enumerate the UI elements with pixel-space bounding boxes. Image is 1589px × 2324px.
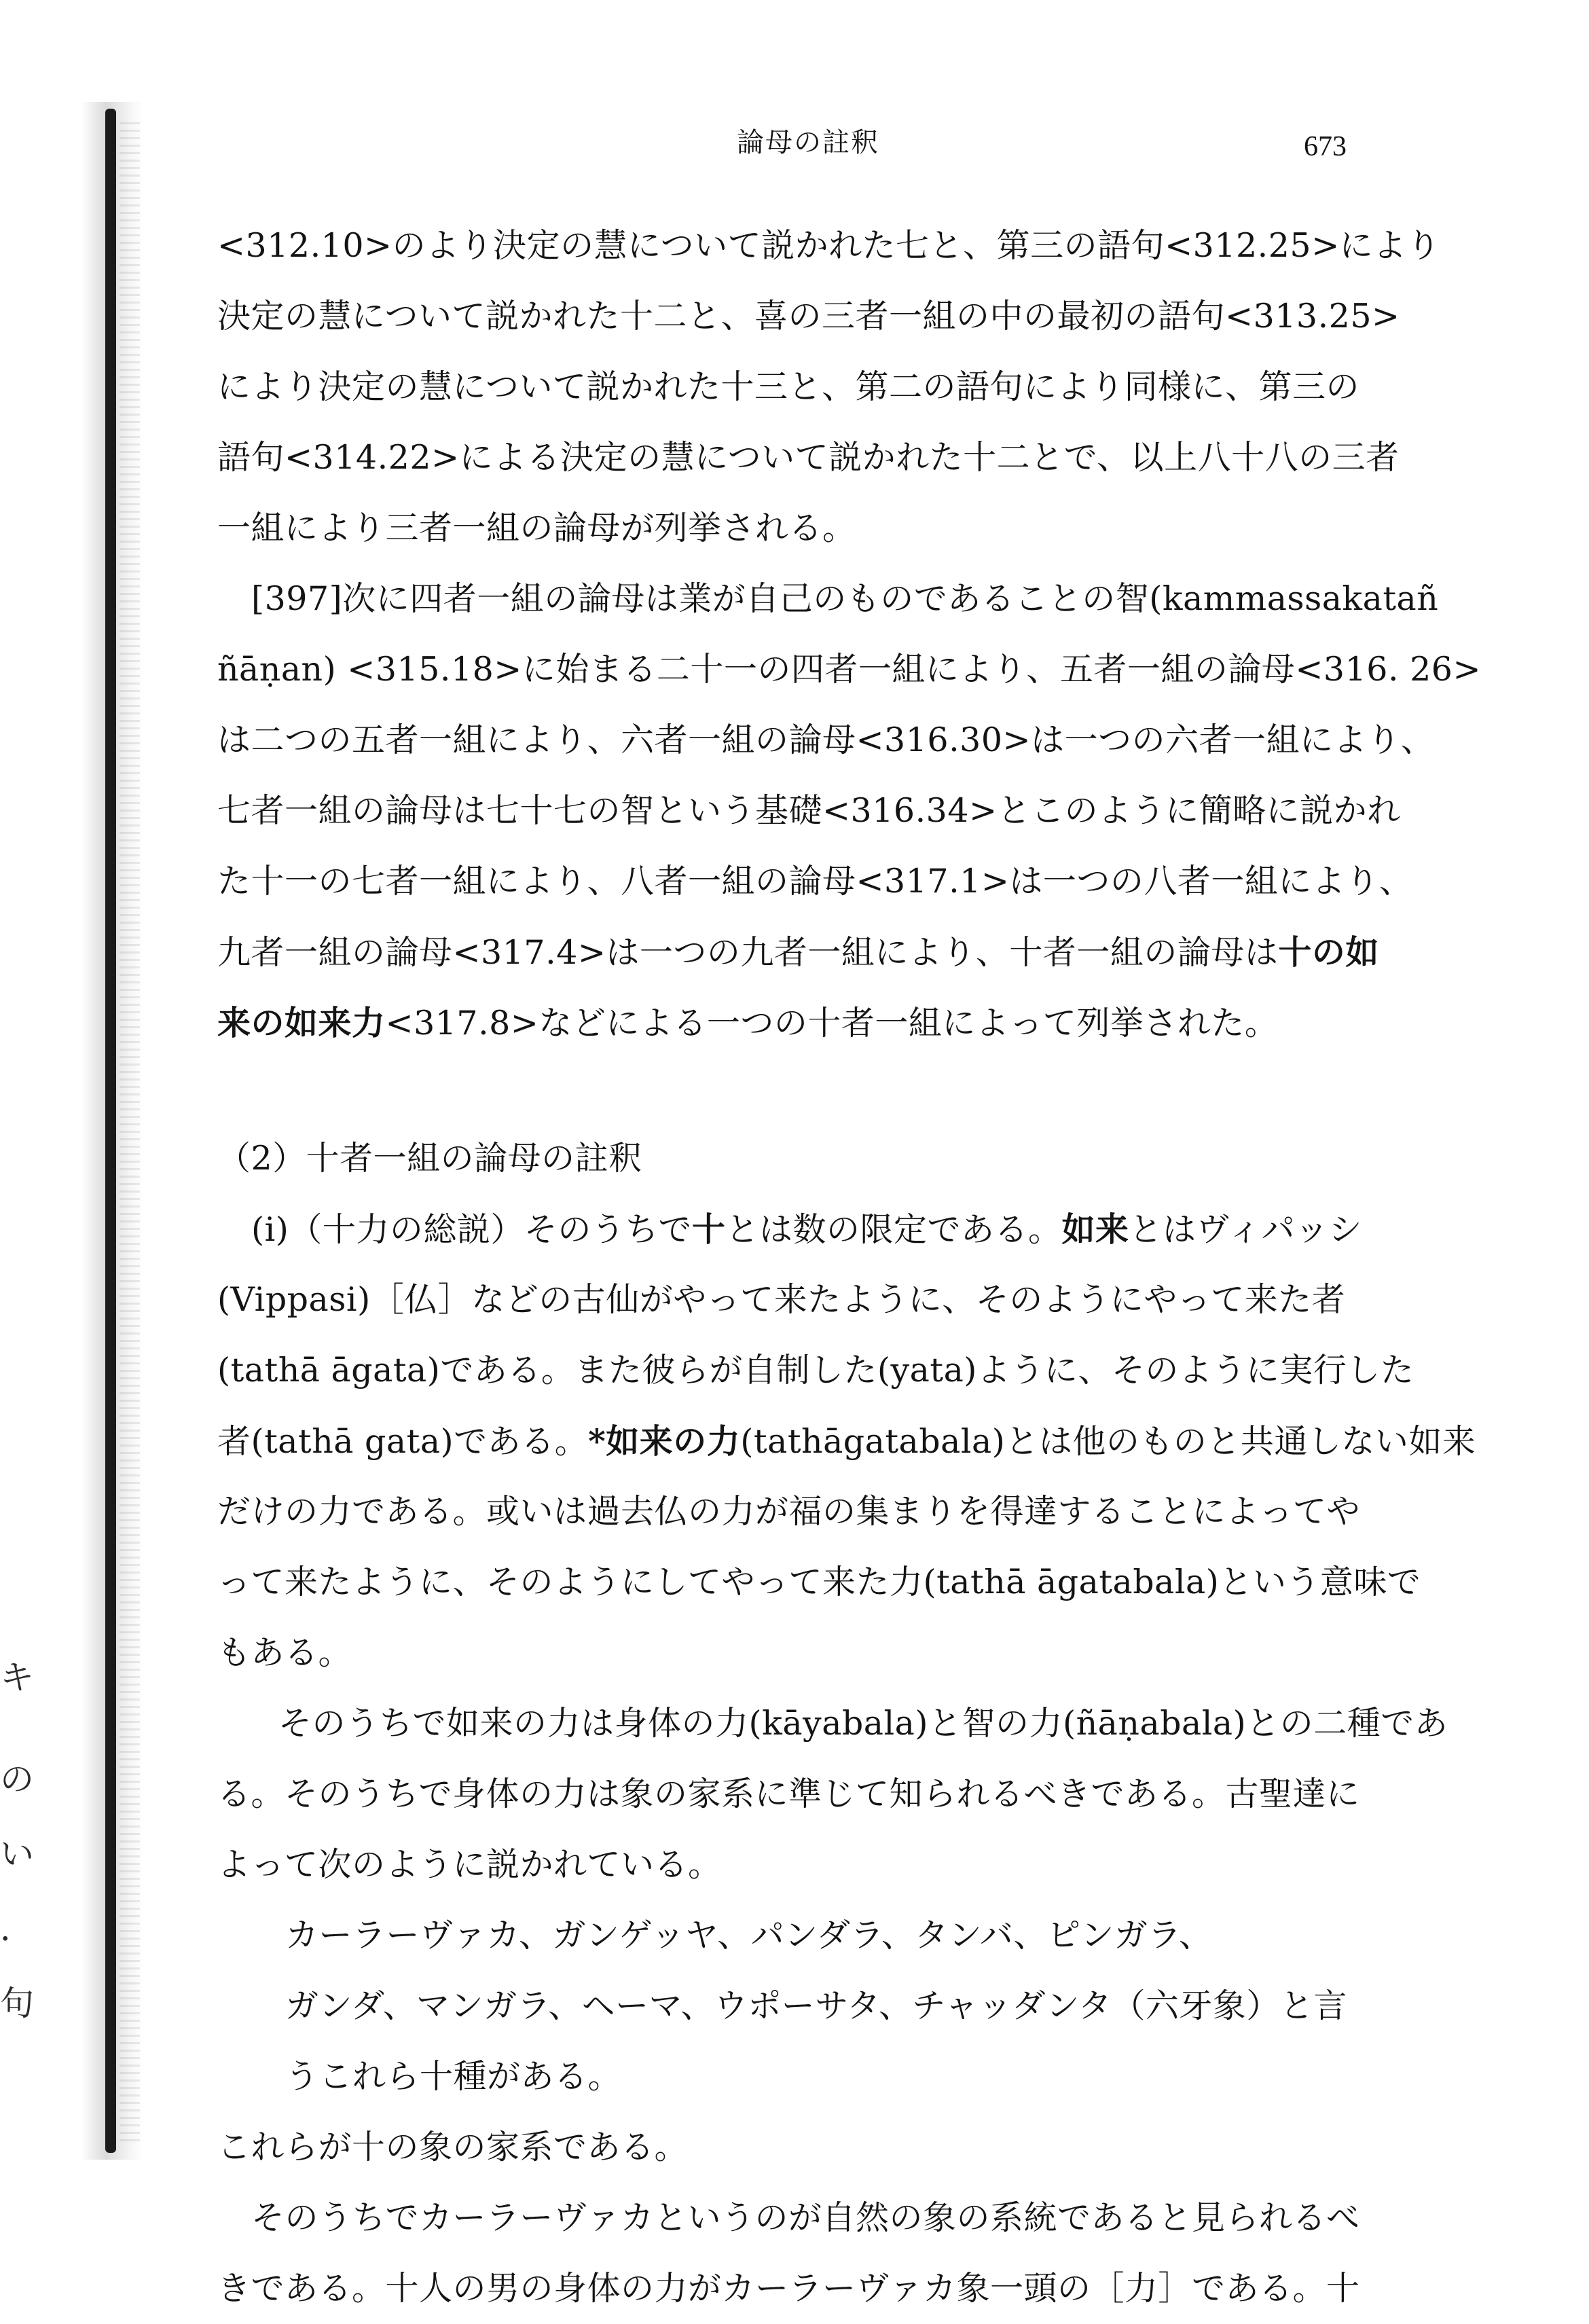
edge-fragment: い [0,1834,34,1874]
text-segment: （2）十者一組の論母の註釈 [217,1139,642,1178]
text-line [217,1547,1421,1618]
page-number: 673 [1304,131,1347,162]
text-line [217,1335,1414,1406]
text-line [217,917,1385,987]
binding-edge-noise [120,122,140,2146]
bold-term: 十 [691,1210,726,1249]
text-line [217,211,1441,281]
text-segment: 者(tathā gata)である。 [217,1422,589,1461]
text-segment: 決定の慧について説かれた十二と、喜の三者一組の中の最初の語句<313.25> [217,297,1400,335]
text-segment: これらが十の象の家系である。 [217,2128,689,2166]
text-segment: とはヴィパッシ [1129,1210,1363,1249]
edge-fragment: 句 [0,1984,34,2023]
text-line [217,1971,1385,2041]
text-line [217,493,1385,564]
text-segment: る。そのうちで身体の力は象の家系に準じて知られるべきである。古聖達に [217,1775,1360,1813]
text-segment: <317.8>などによる一つの十者一組によって列挙された。 [385,1004,1279,1042]
text-line [217,1759,1385,1830]
text-segment: 九者一組の論母<317.4>は一つの九者一組により、十者一組の論母は [217,933,1279,972]
text-segment: 語句<314.22>による決定の慧について説かれた十二とで、以上八十八の三者 [217,438,1400,477]
section-gap [217,1058,1385,1123]
text-line [217,1618,1385,1688]
text-segment: とは数の限定である。 [725,1210,1062,1249]
text-line [217,564,1439,634]
text-segment: そのうちで如来の力は身体の力(kāyabala)と智の力(ñāṇabala)との二種であ [278,1704,1448,1743]
text-segment: により決定の慧について説かれた十三と、第二の語句により同様に、第三の [217,367,1360,406]
edge-fragment: ． [0,1909,34,1948]
text-line [217,2183,1385,2253]
text-line [217,776,1401,846]
text-line [217,1123,1385,1194]
text-line [217,1476,1385,1547]
text-line [217,846,1413,917]
text-line [217,705,1435,776]
text-segment: た十一の七者一組により、八者一組の論母<317.1>は一つの八者一組により、 [217,862,1413,901]
text-segment: ガンダ、マンガラ、ヘーマ、ウポーサタ、チャッダンタ（六牙象）と言 [285,1986,1347,2025]
text-segment: (tathāgatabala)とは他のものと共通しない如来 [740,1422,1476,1461]
text-line [217,1406,1476,1476]
text-segment: <312.10>のより決定の慧について説かれた七と、第三の語句<312.25>により [217,226,1441,265]
bold-term: 如来 [1061,1210,1129,1249]
text-segment: (tathā āgata)である。また彼らが自制した(yata)ように、そのように実行した [217,1351,1414,1390]
text-line [217,1688,1448,1759]
text-line [217,2041,1385,2112]
text-segment: 七者一組の論母は七十七の智という基礎<316.34>とこのように簡略に説かれ [217,791,1401,830]
text-line [217,987,1385,1058]
text-line [217,634,1482,705]
body-text [217,211,1482,2324]
bold-term: 来の如来力 [217,1003,386,1042]
text-line [217,1830,1385,1900]
text-segment: ñāṇan) <315.18>に始まる二十一の四者一組により、五者一組の論母<316. 26> [217,650,1482,689]
text-segment: (i)（十力の総説）そのうちで [251,1210,692,1249]
text-segment: そのうちでカーラーヴァカというのが自然の象の系統であると見られるべ [251,2198,1360,2237]
text-segment: だけの力である。或いは過去仏の力が福の集まりを得達することによってや [217,1492,1361,1531]
bold-term: *如来の力 [588,1421,741,1461]
text-segment: って来たように、そのようにしてやって来た力(tathā āgatabala)という意味で [217,1563,1421,1601]
binding-edge-line [105,109,116,2153]
text-line [217,1194,1385,1265]
text-line [217,352,1385,422]
edge-fragment: キ [0,1658,34,1697]
text-segment: きである。十人の男の身体の力がカーラーヴァカ象一頭の［力］である。十 [217,2269,1360,2308]
text-segment: 一組により三者一組の論母が列挙される。 [217,509,856,547]
text-segment: よって次のように説かれている。 [217,1845,722,1884]
text-line [217,1265,1385,1335]
text-segment: もある。 [217,1633,352,1672]
edge-fragment: の [0,1760,34,1799]
text-line [217,2253,1385,2324]
text-segment: (Vippasi)［仏］などの古仙がやって来たように、そのようにやって来た者 [217,1280,1346,1319]
text-line [217,281,1400,352]
text-line [217,2112,1385,2183]
text-segment: は二つの五者一組により、六者一組の論母<316.30>は一つの六者一組により、 [217,721,1435,759]
running-head: 論母の註釈 [737,127,879,158]
text-line [217,1900,1385,1971]
text-segment: [397]次に四者一組の論母は業が自己のものであることの智(kammassakatañ [251,579,1439,618]
text-segment: カーラーヴァカ、ガンゲッヤ、パンダラ、タンバ、ピンガラ、 [285,1916,1213,1955]
bold-term: 十の如 [1278,932,1379,972]
text-line [217,422,1400,493]
text-segment: うこれら十種がある。 [285,2057,622,2096]
